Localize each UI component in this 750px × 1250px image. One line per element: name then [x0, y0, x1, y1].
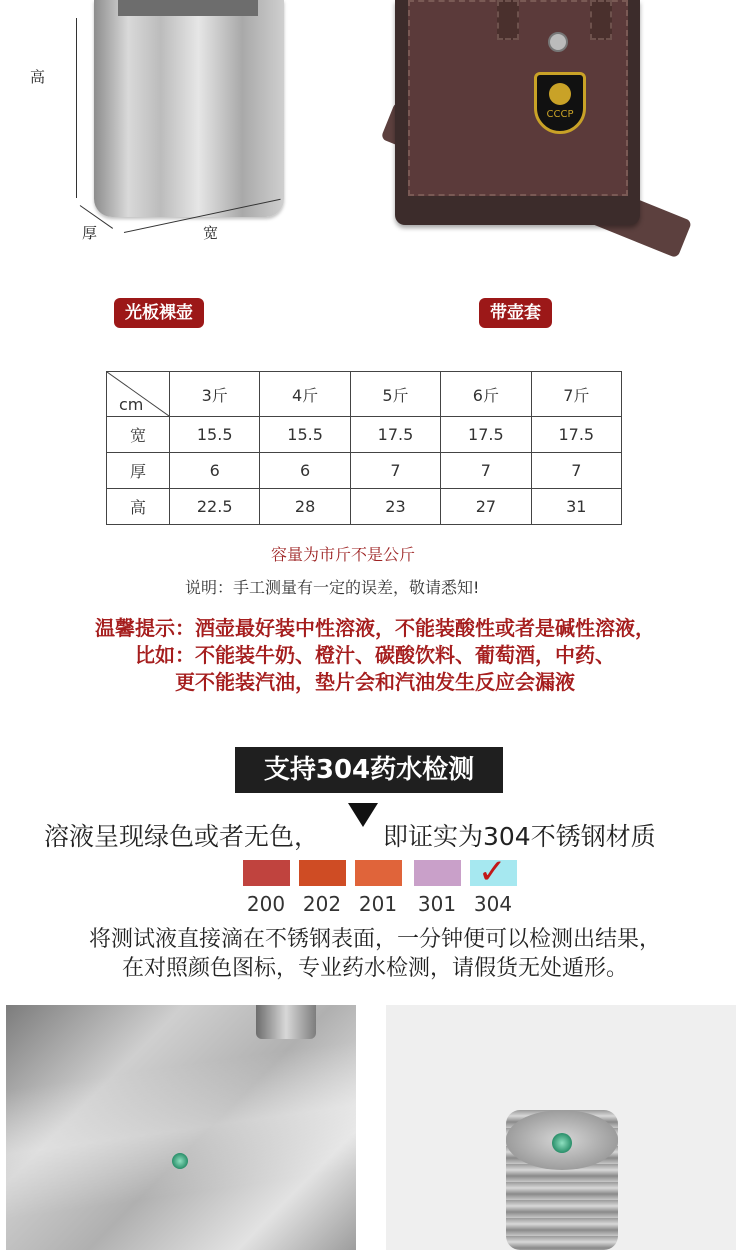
flask-cap	[256, 1005, 316, 1039]
table-cell: 7	[441, 453, 531, 489]
bag-snap-button	[548, 32, 568, 52]
badge-text: CCCP	[546, 109, 574, 120]
cap-test-photo	[386, 1005, 736, 1250]
description-line: 将测试液直接滴在不锈钢表面，一分钟便可以检测出结果，	[88, 927, 661, 952]
column-header: 7斤	[531, 372, 621, 417]
thickness-label: 厚	[82, 224, 98, 242]
color-swatch-301	[414, 860, 461, 886]
table-cell: 22.5	[170, 489, 260, 525]
description-line: 在对照颜色图标，专业药水检测，请假货无处遁形。	[121, 956, 628, 981]
table-cell: 6	[170, 453, 260, 489]
emblem-icon	[549, 83, 571, 105]
usage-warning	[0, 615, 750, 696]
table-cell: 17.5	[441, 417, 531, 453]
table-cell: 15.5	[170, 417, 260, 453]
swatch-label: 304	[473, 892, 513, 916]
flask-surface-test-photo	[6, 1005, 356, 1250]
surface-highlight	[6, 1040, 356, 1219]
test-description	[0, 925, 750, 983]
swatch-label: 301	[417, 892, 457, 916]
table-row	[107, 489, 622, 525]
table-cell: 27	[441, 489, 531, 525]
test-statement-part-a: 溶液呈现绿色或者无色，	[44, 822, 320, 851]
column-header: 5斤	[350, 372, 440, 417]
table-row	[107, 453, 622, 489]
height-guide-line	[76, 18, 77, 198]
flask-neck	[118, 0, 258, 16]
case-emblem-badge	[534, 72, 586, 134]
row-label: 厚	[107, 453, 170, 489]
checkmark-icon: ✓	[478, 852, 507, 892]
test-banner: 支持304药水检测	[235, 747, 503, 793]
table-cell: 31	[531, 489, 621, 525]
warning-line: 比如：不能装牛奶、橙汁、碳酸饮料、葡萄酒，中药、	[135, 643, 615, 667]
test-statement-part-b: 即证实为304不锈钢材质	[383, 822, 656, 851]
bag-handle-right	[590, 0, 612, 40]
width-label: 宽	[203, 224, 219, 242]
row-label: 宽	[107, 417, 170, 453]
size-table	[106, 371, 622, 525]
color-swatch-202	[299, 860, 346, 886]
table-header-row	[107, 372, 622, 417]
column-header: 4斤	[260, 372, 350, 417]
swatch-label: 200	[246, 892, 286, 916]
color-swatch-201	[355, 860, 402, 886]
table-cell: 17.5	[350, 417, 440, 453]
capacity-note: 容量为市斤不是公斤	[271, 545, 416, 564]
table-cell: 15.5	[260, 417, 350, 453]
height-label: 高	[30, 68, 46, 86]
bare-flask-photo	[94, 0, 284, 217]
warning-line: 温馨提示：酒壶最好装中性溶液，不能装酸性或者是碱性溶液，	[95, 616, 655, 640]
table-row	[107, 417, 622, 453]
table-cell: 7	[531, 453, 621, 489]
label-bare-flask: 光板裸壶	[114, 298, 204, 328]
bag-handle-left	[497, 0, 519, 40]
test-drop-green	[172, 1153, 188, 1169]
table-cell: 7	[350, 453, 440, 489]
measurement-disclaimer: 说明：手工测量有一定的误差，敬请悉知!	[185, 578, 480, 597]
table-cell: 17.5	[531, 417, 621, 453]
label-with-case: 带壶套	[479, 298, 552, 328]
column-header: 6斤	[441, 372, 531, 417]
swatch-label: 201	[358, 892, 398, 916]
test-drop-green	[552, 1133, 572, 1153]
table-cell: 23	[350, 489, 440, 525]
warning-line: 更不能装汽油，垫片会和汽油发生反应会漏液	[175, 670, 575, 694]
color-swatch-200	[243, 860, 290, 886]
table-cell: 28	[260, 489, 350, 525]
column-header: 3斤	[170, 372, 260, 417]
row-label: 高	[107, 489, 170, 525]
table-cell: 6	[260, 453, 350, 489]
pointer-triangle-icon	[348, 803, 378, 827]
unit-label: cm	[119, 395, 144, 414]
table-corner-cell	[107, 372, 170, 417]
swatch-label: 202	[302, 892, 342, 916]
